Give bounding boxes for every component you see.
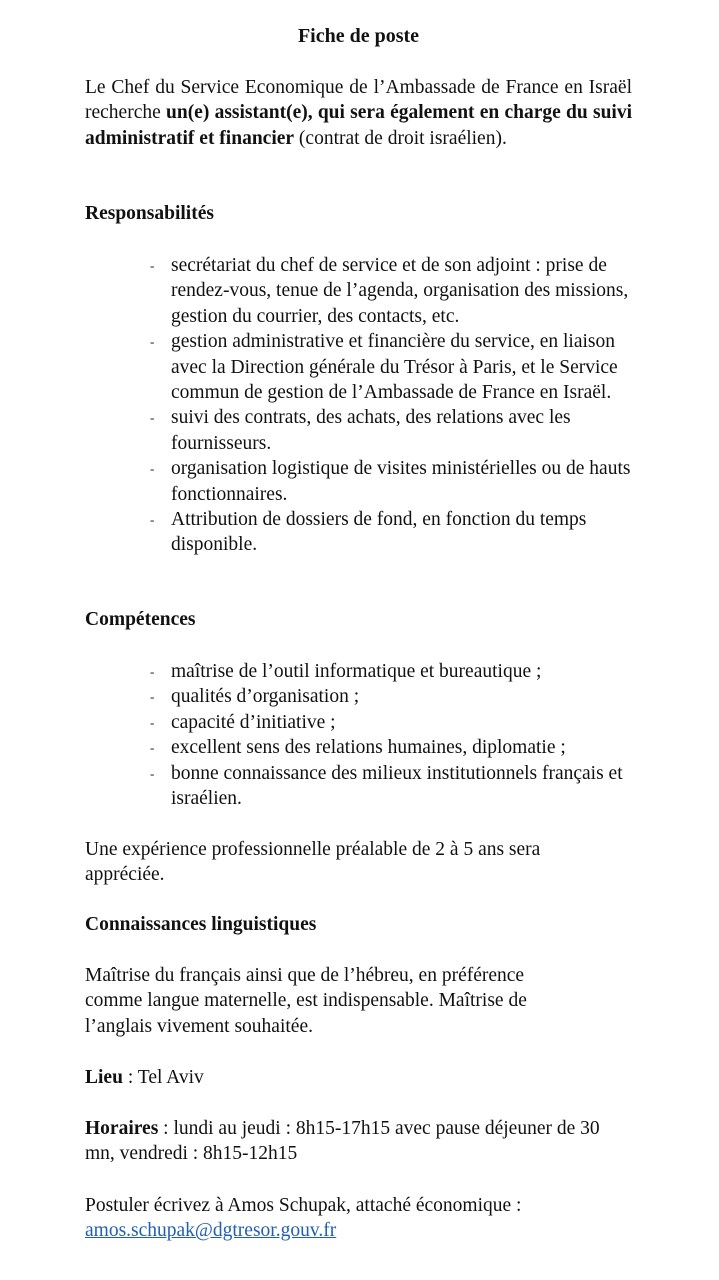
competences-list (150, 659, 632, 811)
competences-heading: Compétences (85, 609, 196, 630)
intro-position-bold: un(e) assistant(e), qui sera également en charge du suivi administratif et financier (85, 102, 632, 149)
dash-bullet: - (150, 410, 155, 426)
experience-paragraph: Une expérience professionnelle préalable de 2 à 5 ans sera appréciée. (85, 839, 541, 886)
list-item (150, 405, 632, 456)
postuler-paragraph (85, 1193, 632, 1244)
langues-heading: Connaissances linguistiques (85, 914, 317, 935)
document-title: Fiche de poste (297, 25, 420, 47)
responsabilites-list (150, 253, 632, 558)
list-item (150, 507, 632, 558)
list-item (150, 761, 632, 812)
dash-bullet: - (150, 740, 155, 756)
list-item (150, 684, 632, 709)
list-item-text: organisation logistique de visites ministérielles ou de hauts fonctionnaires. (171, 458, 631, 505)
list-item-text: qualités d’organisation ; (171, 686, 360, 708)
lieu-value: Tel Aviv (137, 1067, 204, 1088)
postuler-text: Postuler écrivez à Amos Schupak, attaché économique : (85, 1195, 522, 1216)
list-item-text: maîtrise de l’outil informatique et bureautique ; (171, 661, 542, 682)
horaires-label: Horaires (85, 1118, 159, 1139)
dash-bullet: - (150, 461, 155, 477)
list-item-text: secrétariat du chef de service et de son adjoint : prise de rendez-vous, tenue de l’agenda, organisation des missions, gestion du courrier, des contacts, etc. (171, 255, 629, 327)
horaires-value: lundi au jeudi : 8h15-17h15 avec pause déjeuner de 30 mn, vendredi : 8h15-12h15 (85, 1118, 600, 1165)
dash-bullet: - (150, 765, 155, 781)
dash-bullet: - (150, 512, 155, 528)
responsabilites-heading: Responsabilités (85, 203, 214, 224)
horaires-line (85, 1116, 632, 1167)
list-item-text: Attribution de dossiers de fond, en fonction du temps disponible. (171, 509, 587, 556)
dash-bullet: - (150, 714, 155, 730)
intro-text-end: (contrat de droit israélien). (294, 127, 507, 149)
list-item-text: bonne connaissance des milieux institutionnels français et israélien. (171, 762, 623, 810)
dash-bullet: - (150, 664, 155, 679)
dash-bullet: - (150, 258, 155, 273)
lieu-separator: : (122, 1067, 138, 1088)
langues-paragraph: Maîtrise du français ainsi que de l’hébreu, en préférence comme langue maternelle, est indispensable. Maîtrise de l’anglais vivement souhaitée. (85, 965, 527, 1037)
intro-paragraph (85, 75, 632, 151)
intro-text-start: Le Chef du Service Economique de l’Ambassade de France en Israël recherche (85, 77, 632, 124)
list-item-text: suivi des contrats, des achats, des relations avec les fournisseurs. (171, 407, 571, 454)
list-item (150, 735, 632, 760)
list-item (150, 456, 632, 507)
list-item (150, 710, 632, 735)
list-item-text: gestion administrative et financière du service, en liaison avec la Direction générale du Trésor à Paris, et le Service commun de gestion de l’Ambassade de France en Israël. (171, 331, 618, 404)
horaires-separator: : (158, 1118, 174, 1139)
list-item-text: capacité d’initiative ; (171, 711, 336, 733)
list-item (150, 329, 632, 405)
list-item (150, 659, 632, 684)
lieu-label: Lieu (85, 1067, 123, 1088)
dash-bullet: - (150, 334, 155, 350)
dash-bullet: - (150, 689, 155, 705)
email-link[interactable]: amos.schupak@dgtresor.gouv.fr (85, 1220, 337, 1242)
list-item (150, 253, 632, 329)
list-item-text: excellent sens des relations humaines, diplomatie ; (171, 737, 566, 759)
lieu-line (85, 1065, 632, 1090)
